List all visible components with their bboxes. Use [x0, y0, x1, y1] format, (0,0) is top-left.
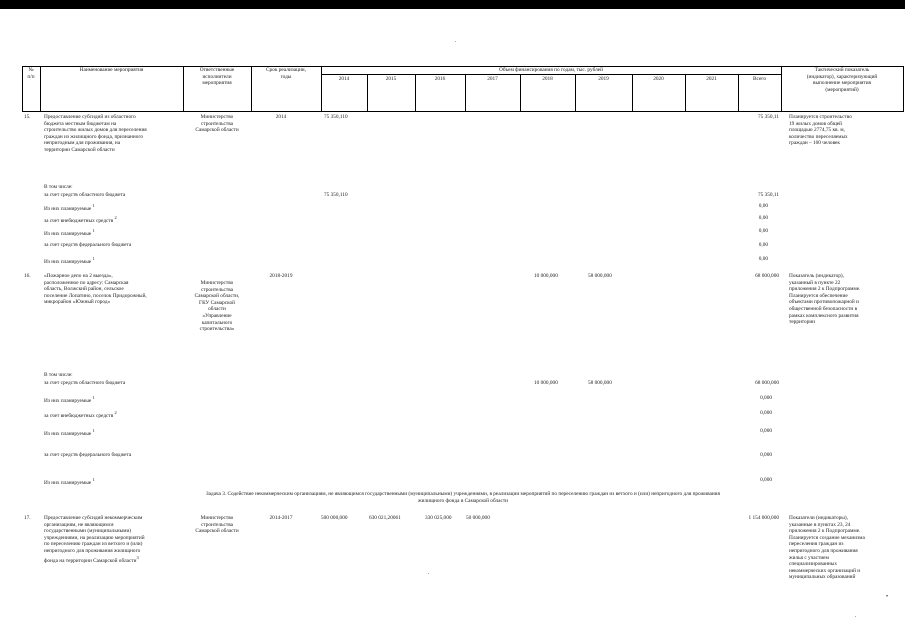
scan-speck: .	[455, 38, 457, 44]
amount-total: 1 154 000,000	[748, 515, 779, 521]
header-year-2015: 2015	[385, 76, 397, 82]
header-year-2019: 2019	[598, 76, 609, 82]
header-responsible: Ответственные исполнители мероприятия	[199, 67, 235, 87]
implementation-period: 2014	[275, 114, 287, 120]
header-indicator: Тактический показатель (индикатор), характеризующий выполнение мероприятия (мероприятий)	[806, 67, 878, 93]
header-num: № п/п	[27, 67, 35, 80]
sub-federal-total: 0,00	[758, 242, 768, 248]
row-number: 17.	[24, 515, 31, 521]
sub-intro: В том числе:	[44, 372, 73, 378]
sub-regional-label: за счет средств областного бюджета	[44, 380, 126, 386]
sub-planned-label: Из них планируемые $^1$	[44, 256, 95, 265]
sub-planned-total: 0,000	[760, 395, 772, 401]
sub-planned-label: Из них планируемые $^1$	[44, 428, 95, 437]
sub-planned-total: 0,000	[760, 428, 772, 434]
measure-name: «Пожарное депо на 2 выезда», расположенное по адресу: Самарская область, Волжский район, сельское поселение Лопатино, поселок Придорожный, микрорайон «Южный город»	[44, 273, 147, 306]
sub-regional-2019: 58 000,000	[588, 380, 612, 386]
measure-name: Предоставление субсидий некоммерческим организациям, не являющимся государственными (муниципальными) учреждениями, на реализацию мероприятий по переселению граждан из ветхого и (или) непригодного для проживания жилищного фонда на территории Самарской области$^3$	[44, 515, 145, 564]
header-total: Всего	[753, 76, 766, 82]
header-year-2018: 2018	[542, 76, 553, 82]
amount-2016: 330 025,000	[425, 515, 452, 521]
amount-2015: 630 021,20061	[369, 515, 401, 521]
amount-2019: 58 000,000	[588, 273, 612, 279]
task-3-heading: Задача 3. Содействие некоммерческим организациям, не являющимся государственными (муниципальными) учреждениями, в реализации мероприятий по переселению граждан из ветхого и (или) непригодного для проживания жилищного фонда в Самарской области	[206, 491, 720, 504]
amount-2018: 10 000,000	[534, 273, 558, 279]
header-name: Наименование мероприятия	[79, 67, 144, 73]
row-number: 15.	[24, 114, 31, 120]
sub-extrabudget-total: 0,00	[758, 215, 768, 221]
scan-speck: .	[428, 570, 430, 576]
sub-federal-total: 0,000	[760, 452, 772, 458]
measure-name: Предоставление субсидий из областного бюджета местным бюджетам на строительство жилых домов для переселения граждан из жилищного фонда, признанного непригодным для проживания, на территории Самарской области	[44, 114, 147, 153]
scan-speck: .	[855, 613, 857, 619]
amount-total: 75 350,11	[758, 114, 779, 120]
implementation-period: 2014-2017	[269, 515, 293, 521]
sub-planned-label: Из них планируемые $^1$	[44, 477, 95, 486]
header-year-2021: 2021	[706, 76, 717, 82]
sub-planned-total: 0,000	[760, 477, 772, 483]
header-period: Срок реализации, годы	[266, 67, 306, 80]
sub-regional-label: за счет средств областного бюджета	[44, 192, 126, 198]
sub-planned-label: Из них планируемые $^1$	[44, 228, 95, 237]
amount-2017: 50 000,000	[466, 515, 490, 521]
responsible-executor: Министерство строительства Самарской области	[195, 114, 239, 134]
sub-extrabudget-label: за счет внебюджетных средств $^2$	[44, 410, 117, 419]
implementation-period: 2018-2019	[269, 273, 293, 279]
indicator-text: Планируется строительство 19 жилых домов общей площадью 2774,75 кв. м, количество переселяемых граждан – 100 человек	[789, 114, 852, 147]
sub-regional-total: 75 350,11	[758, 192, 779, 198]
amount-2014: 75 350,110	[324, 114, 348, 120]
header-funding: Объем финансирования по годам, тыс. рублей	[499, 67, 603, 73]
amount-total: 68 000,000	[755, 273, 779, 279]
sub-intro: В том числе:	[44, 184, 73, 190]
sub-planned-label: Из них планируемые $^1$	[44, 203, 95, 212]
sub-extrabudget-total: 0,000	[760, 410, 772, 416]
indicator-text: Показатели (индикаторы), указанные в пунктах 23, 24 приложения 2 к Подпрограмме. Планируется создание механизма переселения граждан из непригодного для проживания жилья с участием специализированных некоммерческих организаций и муниципальных образований	[789, 515, 865, 581]
scan-top-border	[0, 0, 905, 9]
indicator-text: Показатель (индикатор), указанный в пункте 22 приложения 2 к Подпрограмме. Планируется обеспечение объектами противопожарной и общественной безопасности в рамках комплексного развития территории	[789, 273, 861, 326]
responsible-executor: Министерство строительства Самарской области, ГКУ Самарской области «Управление капитального строительства»	[194, 280, 240, 333]
header-year-2020: 2020	[653, 76, 664, 82]
sub-planned-total: 0,00	[758, 203, 768, 209]
sub-federal-label: за счет средств федерального бюджета	[44, 242, 132, 248]
amount-2014: 500 000,000	[321, 515, 348, 521]
header-year-2017: 2017	[487, 76, 498, 82]
header-year-2014: 2014	[338, 76, 350, 82]
sub-regional-2018: 10 000,000	[534, 380, 558, 386]
responsible-executor: Министерство строительства Самарской области	[195, 515, 239, 535]
sub-planned-total: 0,00	[758, 228, 768, 234]
row-number: 16.	[24, 273, 31, 279]
sub-planned-label: Из них планируемые $^1$	[44, 395, 95, 404]
sub-regional-2014: 75 350,110	[324, 192, 348, 198]
sub-federal-label: за счет средств федерального бюджета	[44, 452, 132, 458]
sub-extrabudget-label: за счет внебюджетных средств $^2$	[44, 215, 117, 224]
sub-planned-total: 0,00	[758, 256, 768, 262]
scan-speck: •	[886, 594, 889, 600]
header-year-2016: 2016	[434, 76, 446, 82]
sub-regional-total: 68 000,000	[755, 380, 779, 386]
